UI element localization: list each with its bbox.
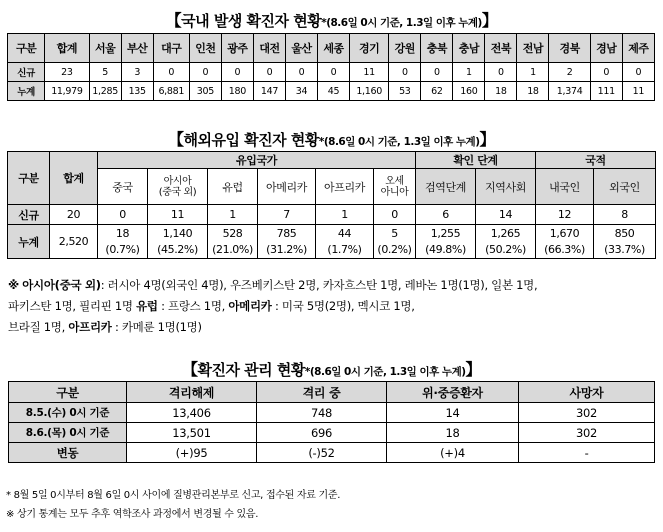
table-cell: 1	[316, 205, 374, 225]
table-cell: 34	[285, 82, 317, 101]
percent-cell: (0.7%)	[98, 242, 148, 259]
domestic-row-cumulative	[8, 82, 655, 101]
sub-header-america: 아메리카	[258, 169, 316, 205]
management-header-cell: 사망자	[519, 382, 655, 403]
overseas-header-nation: 국적	[536, 152, 656, 169]
overseas-row-percent	[8, 242, 656, 259]
sub-header-foreigner: 외국인	[594, 169, 656, 205]
table-cell: 0	[374, 205, 416, 225]
domestic-header-cell: 구분	[8, 34, 45, 63]
domestic-header-cell: 부산	[121, 34, 153, 63]
table-cell: 0	[285, 63, 317, 82]
note-asia-text: : 러시아 4명(외국인 4명), 우즈베키스탄 2명, 카자흐스탄 1명, 레바논 1명(1명), 일본 1명,	[100, 278, 538, 292]
sub-header-quarantine: 검역단계	[416, 169, 476, 205]
overseas-title: 【해외유입 확진자 현황*(8.6일 0시 기준, 1.3일 이후 누계)】	[167, 130, 496, 149]
domestic-header-cell: 전남	[517, 34, 549, 63]
table-cell: 147	[253, 82, 285, 101]
note-line3-text: 브라질 1명,	[8, 320, 65, 334]
domestic-header-cell: 합계	[45, 34, 89, 63]
table-cell: 3	[121, 63, 153, 82]
table-cell: 8	[594, 205, 656, 225]
table-cell: 0	[221, 63, 253, 82]
sub-header-oceania	[374, 169, 416, 205]
domestic-title: 【국내 발생 확진자 현황*(8.6일 0시 기준, 1.3일 이후 누계)】	[165, 11, 498, 30]
table-cell: 111	[590, 82, 622, 101]
table-cell: 13,501	[127, 423, 257, 443]
table-cell: 44	[316, 225, 374, 242]
table-cell: (-)52	[257, 443, 387, 463]
domestic-header-cell: 충북	[421, 34, 453, 63]
overseas-header-row1	[8, 152, 656, 169]
table-cell: 0	[622, 63, 654, 82]
domestic-header-cell: 대전	[253, 34, 285, 63]
table-cell: 6	[416, 205, 476, 225]
domestic-table	[7, 33, 655, 101]
management-header-cell: 구분	[9, 382, 127, 403]
table-cell: 0	[389, 63, 421, 82]
management-header-cell: 격리 중	[257, 382, 387, 403]
sub-header-oceania-line1: 오세	[385, 175, 404, 187]
table-cell: 0	[318, 63, 350, 82]
table-cell: 23	[45, 63, 89, 82]
table-cell: 1,265	[476, 225, 536, 242]
table-cell: 5	[89, 63, 121, 82]
table-cell: 0	[421, 63, 453, 82]
domestic-row-new	[8, 63, 655, 82]
table-cell: 0	[153, 63, 189, 82]
percent-cell: (50.2%)	[476, 242, 536, 259]
table-cell: 302	[519, 423, 655, 443]
table-cell: 528	[208, 225, 258, 242]
table-cell: 1	[453, 63, 485, 82]
table-cell: 7	[258, 205, 316, 225]
percent-cell: (66.3%)	[536, 242, 594, 259]
domestic-header-cell: 세종	[318, 34, 350, 63]
footnote-1: * 8월 5일 0시부터 8월 6일 0시 사이에 질병관리본부로 신고, 접수된 자료 기준.	[6, 490, 341, 501]
sub-header-europe: 유럽	[208, 169, 258, 205]
domestic-header-cell: 경기	[350, 34, 389, 63]
overseas-header-gubun: 구분	[8, 152, 50, 205]
table-cell: 14	[387, 403, 519, 423]
table-cell: 748	[257, 403, 387, 423]
table-cell: 11	[622, 82, 654, 101]
note-america-label: 아메리카	[228, 299, 272, 313]
note-line-3	[8, 317, 658, 338]
table-cell: 18	[485, 82, 517, 101]
footnote-2: ※ 상기 통계는 모두 추후 역학조사 과정에서 변경될 수 있음.	[6, 509, 259, 520]
sub-header-korean: 내국인	[536, 169, 594, 205]
management-row	[9, 403, 655, 423]
note-line-2	[8, 296, 658, 317]
domestic-header-cell: 전북	[485, 34, 517, 63]
note-mark: ※	[8, 278, 19, 292]
management-header-cell: 격리해제	[127, 382, 257, 403]
table-cell: -	[519, 443, 655, 463]
table-cell: 0	[590, 63, 622, 82]
domestic-header-cell: 경남	[590, 34, 622, 63]
table-cell: 12	[536, 205, 594, 225]
domestic-header-cell: 대구	[153, 34, 189, 63]
overseas-row-new	[8, 205, 656, 225]
overseas-header-row2	[8, 169, 656, 205]
table-cell: 1	[208, 205, 258, 225]
domestic-header-cell: 광주	[221, 34, 253, 63]
note-america-text: : 미국 5명(2명), 멕시코 1명,	[274, 299, 415, 313]
domestic-header-cell: 제주	[622, 34, 654, 63]
table-cell: 11	[350, 63, 389, 82]
table-cell: 0	[98, 205, 148, 225]
overseas-header-confirm: 확인 단계	[416, 152, 536, 169]
management-header-cell: 위·중증환자	[387, 382, 519, 403]
overseas-header-inflow: 유입국가	[98, 152, 416, 169]
table-cell: 135	[121, 82, 153, 101]
domestic-header-cell: 강원	[389, 34, 421, 63]
table-cell: 0	[485, 63, 517, 82]
table-cell: 1,285	[89, 82, 121, 101]
note-africa-text: : 카메룬 1명(1명)	[114, 320, 202, 334]
table-cell: 302	[519, 403, 655, 423]
domestic-header-cell: 인천	[189, 34, 221, 63]
row-label: 변동	[9, 443, 127, 463]
table-cell: 2,520	[50, 225, 98, 259]
table-cell: 160	[453, 82, 485, 101]
table-cell: 1,374	[549, 82, 590, 101]
overseas-row-cumulative	[8, 225, 656, 242]
management-row	[9, 423, 655, 443]
table-cell: 18	[98, 225, 148, 242]
table-cell: 785	[258, 225, 316, 242]
table-cell: 18	[517, 82, 549, 101]
table-cell: 5	[374, 225, 416, 242]
management-header-row	[9, 382, 655, 403]
table-cell: 45	[318, 82, 350, 101]
percent-cell: (49.8%)	[416, 242, 476, 259]
table-cell: 0	[253, 63, 285, 82]
note-africa-label: 아프리카	[68, 320, 112, 334]
percent-cell: (45.2%)	[148, 242, 208, 259]
table-cell: 18	[387, 423, 519, 443]
table-cell: 1,160	[350, 82, 389, 101]
table-cell: 20	[50, 205, 98, 225]
percent-cell: (33.7%)	[594, 242, 656, 259]
percent-cell: (1.7%)	[316, 242, 374, 259]
table-cell: 2	[549, 63, 590, 82]
sub-header-asia-line2: (중국 외)	[158, 186, 197, 198]
table-cell: 62	[421, 82, 453, 101]
row-label: 신규	[8, 205, 50, 225]
domestic-header-cell: 울산	[285, 34, 317, 63]
percent-cell: (31.2%)	[258, 242, 316, 259]
table-cell: 850	[594, 225, 656, 242]
note-line2-text: 파키스탄 1명, 필리핀 1명	[8, 299, 133, 313]
domestic-header-row	[8, 34, 655, 63]
note-europe-text: : 프랑스 1명,	[161, 299, 225, 313]
row-label: 누계	[8, 82, 45, 101]
row-label: 8.5.(수) 0시 기준	[9, 403, 127, 423]
note-europe-label: 유럽	[136, 299, 158, 313]
table-cell: 1,670	[536, 225, 594, 242]
table-cell: 53	[389, 82, 421, 101]
table-cell: 11,979	[45, 82, 89, 101]
table-cell: 1,255	[416, 225, 476, 242]
sub-header-oceania-line2: 아니아	[380, 186, 409, 198]
table-cell: 13,406	[127, 403, 257, 423]
table-cell: 1,140	[148, 225, 208, 242]
domestic-header-cell: 경북	[549, 34, 590, 63]
note-asia-label: 아시아(중국 외)	[22, 278, 101, 292]
table-cell: 6,881	[153, 82, 189, 101]
note-line-1	[8, 275, 658, 296]
table-cell: (+)95	[127, 443, 257, 463]
management-row-change	[9, 443, 655, 463]
percent-cell: (0.2%)	[374, 242, 416, 259]
sub-header-asia	[148, 169, 208, 205]
table-cell: 0	[189, 63, 221, 82]
sub-header-asia-line1: 아시아	[163, 175, 192, 187]
table-cell: 14	[476, 205, 536, 225]
sub-header-china: 중국	[98, 169, 148, 205]
table-cell: 11	[148, 205, 208, 225]
management-table	[8, 381, 655, 463]
percent-cell: (21.0%)	[208, 242, 258, 259]
table-cell: 696	[257, 423, 387, 443]
domestic-header-cell: 서울	[89, 34, 121, 63]
row-label: 8.6.(목) 0시 기준	[9, 423, 127, 443]
overseas-notes	[8, 275, 658, 338]
table-cell: 180	[221, 82, 253, 101]
sub-header-community: 지역사회	[476, 169, 536, 205]
table-cell: (+)4	[387, 443, 519, 463]
domestic-header-cell: 충남	[453, 34, 485, 63]
management-title: 【확진자 관리 현황*(8.6일 0시 기준, 1.3일 이후 누계)】	[181, 360, 482, 379]
table-cell: 305	[189, 82, 221, 101]
table-cell: 1	[517, 63, 549, 82]
overseas-header-total: 합계	[50, 152, 98, 205]
sub-header-africa: 아프리카	[316, 169, 374, 205]
row-label: 신규	[8, 63, 45, 82]
overseas-table	[7, 151, 656, 259]
row-label: 누계	[8, 225, 50, 259]
